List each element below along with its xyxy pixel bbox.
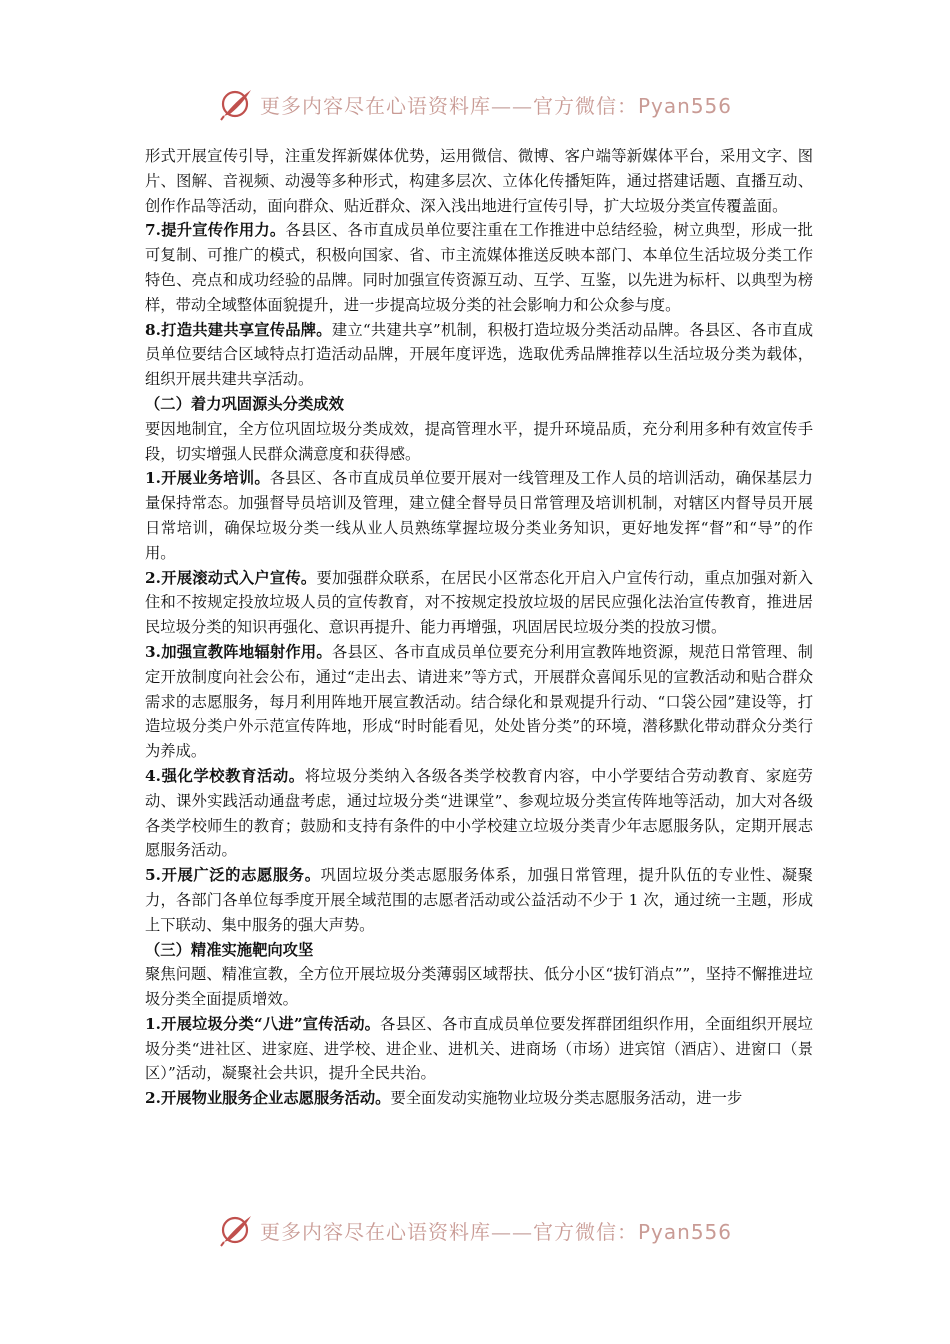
numbered-paragraph bbox=[145, 566, 813, 640]
banner-text bbox=[260, 90, 732, 119]
numbered-paragraph bbox=[145, 863, 813, 937]
paragraph-lead: 4.强化学校教育活动。 bbox=[145, 766, 305, 785]
banner-separator: —— bbox=[490, 1219, 533, 1244]
numbered-paragraph bbox=[145, 218, 813, 317]
footer-watermark-banner bbox=[0, 1210, 950, 1250]
paragraph-text: 将垃圾分类纳入各级各类学校教育内容，中小学要结合劳动教育、家庭劳动、课外实践活动通盘考虑，通过垃圾分类“进课堂”、参观垃圾分类宣传阵地等活动，加大对各级各类学校师生的教育；鼓励和支持有条件的中小学校建立垃圾分类青少年志愿服务队，定期开展志愿服务活动。 bbox=[145, 766, 813, 860]
paragraph-lead: 5.开展广泛的志愿服务。 bbox=[145, 866, 321, 885]
numbered-paragraph bbox=[145, 1086, 813, 1111]
document-body bbox=[145, 144, 813, 1111]
banner-wechat-id: Pyan556 bbox=[637, 93, 732, 118]
paragraph-text: 聚焦问题、精准宣教，全方位开展垃圾分类薄弱区域帮扶、低分小区“拔钉消点””，坚持不懈推进垃圾分类全面提质增效。 bbox=[145, 965, 813, 1009]
paragraph-lead: 2.开展滚动式入户宣传。 bbox=[145, 568, 317, 587]
banner-title: 更多内容尽在心语资料库 bbox=[259, 1219, 491, 1244]
quill-logo-icon bbox=[218, 1212, 254, 1248]
banner-text bbox=[260, 1216, 732, 1245]
paragraph-text: 要加强群众联系，在居民小区常态化开启入户宣传行动，重点加强对新入住和不按规定投放垃圾人员的宣传教育，对不按规定投放垃圾的居民应强化法治宣传教育，推进居民垃圾分类的知识再强化、意识再提升、能力再增强，巩固居民垃圾分类的投放习惯。 bbox=[145, 568, 813, 637]
paragraph-text: 各县区、各市直成员单位要充分利用宣教阵地资源，规范日常管理、制定开放制度向社会公布，通过“走出去、请进来”等方式，开展群众喜闻乐见的宣教活动和贴合群众需求的志愿服务，每月利用阵地开展宣教活动。结合绿化和景观提升行动、“口袋公园”建设等，打造垃圾分类户外示范宣传阵地，形成“时时能看见，处处皆分类”的环境，潜移默化带动群众分类行为养成。 bbox=[145, 642, 813, 761]
paragraph-lead: 3.加强宣教阵地辐射作用。 bbox=[145, 642, 332, 661]
paragraph-text: 建立“共建共享”机制，积极打造垃圾分类活动品牌。各县区、各市直成员单位要结合区域特点打造活动品牌，开展年度评选，选取优秀品牌推荐以生活垃圾分类为载体，组织开展共建共享活动。 bbox=[145, 320, 813, 389]
section-heading: （二）着力巩固源头分类成效 bbox=[145, 394, 344, 413]
numbered-paragraph bbox=[145, 1012, 813, 1086]
paragraph-text: 巩固垃圾分类志愿服务体系，加强日常管理，提升队伍的专业性、凝聚力，各部门各单位每季度开展全域范围的志愿者活动或公益活动不少于 1 次，通过统一主题，形成上下联动、集中服务的强大声势。 bbox=[145, 866, 813, 934]
paragraph-lead: 8.打造共建共享宣传品牌。 bbox=[145, 320, 332, 339]
paragraph-lead: 2.开展物业服务企业志愿服务活动。 bbox=[145, 1089, 391, 1108]
banner-inner bbox=[218, 86, 732, 122]
paragraph bbox=[145, 144, 813, 218]
quill-logo-icon bbox=[218, 86, 254, 122]
header-watermark-banner bbox=[0, 84, 950, 124]
paragraph-text: 形式开展宣传引导，注重发挥新媒体优势，运用微信、微博、客户端等新媒体平台，采用文字、图片、图解、音视频、动漫等多种形式，构建多层次、立体化传播矩阵，通过搭建话题、直播互动、创作作品等活动，面向群众、贴近群众、深入浅出地进行宣传引导，扩大垃圾分类宣传覆盖面。 bbox=[145, 147, 813, 215]
paragraph-lead: 7.提升宣传作用力。 bbox=[145, 221, 286, 240]
paragraph-text: 各县区、各市直成员单位要开展对一线管理及工作人员的培训活动，确保基层力量保持常态。加强督导员培训及管理，建立健全督导员日常管理及培训机制，对辖区内督导员开展日常培训，确保垃圾分类一线从业人员熟练掌握垃圾分类业务知识，更好地发挥“督”和“导”的作用。 bbox=[145, 469, 813, 562]
paragraph-text: 各县区、各市直成员单位要发挥群团组织作用，全面组织开展垃圾分类“进社区、进家庭、进学校、进企业、进机关、进商场（市场）进宾馆（酒店）、进窗口（景区）”活动，凝聚社会共识，提升全民共治。 bbox=[145, 1014, 813, 1083]
banner-wechat-id: Pyan556 bbox=[637, 1219, 732, 1244]
banner-official-label: 官方微信： bbox=[532, 1219, 638, 1244]
paragraph-text: 要全面发动实施物业垃圾分类志愿服务活动，进一步 bbox=[390, 1089, 743, 1108]
paragraph-text: 各县区、各市直成员单位要注重在工作推进中总结经验，树立典型，形成一批可复制、可推广的模式，积极向国家、省、市主流媒体推送反映本部门、本单位生活垃圾分类工作特色、亮点和成功经验的品牌。同时加强宣传资源互动、互学、互鉴，以先进为标杆、以典型为榜样，带动全域整体面貌提升，进一步提高垃圾分类的社会影响力和公众参与度。 bbox=[145, 221, 813, 314]
paragraph-text: 要因地制宜，全方位巩固垃圾分类成效，提高管理水平，提升环境品质，充分利用多种有效宣传手段，切实增强人民群众满意度和获得感。 bbox=[145, 419, 813, 463]
banner-separator: —— bbox=[490, 93, 533, 118]
numbered-paragraph bbox=[145, 640, 813, 764]
numbered-paragraph bbox=[145, 318, 813, 392]
banner-title: 更多内容尽在心语资料库 bbox=[259, 93, 491, 118]
banner-inner bbox=[218, 1212, 732, 1248]
paragraph bbox=[145, 417, 813, 467]
paragraph-lead: 1.开展垃圾分类“八进”宣传活动。 bbox=[145, 1014, 381, 1033]
paragraph bbox=[145, 962, 813, 1012]
banner-official-label: 官方微信： bbox=[532, 93, 638, 118]
numbered-paragraph bbox=[145, 764, 813, 863]
section-heading: （三）精准实施靶向攻坚 bbox=[145, 940, 314, 959]
paragraph-lead: 1.开展业务培训。 bbox=[145, 469, 270, 488]
numbered-paragraph bbox=[145, 466, 813, 565]
